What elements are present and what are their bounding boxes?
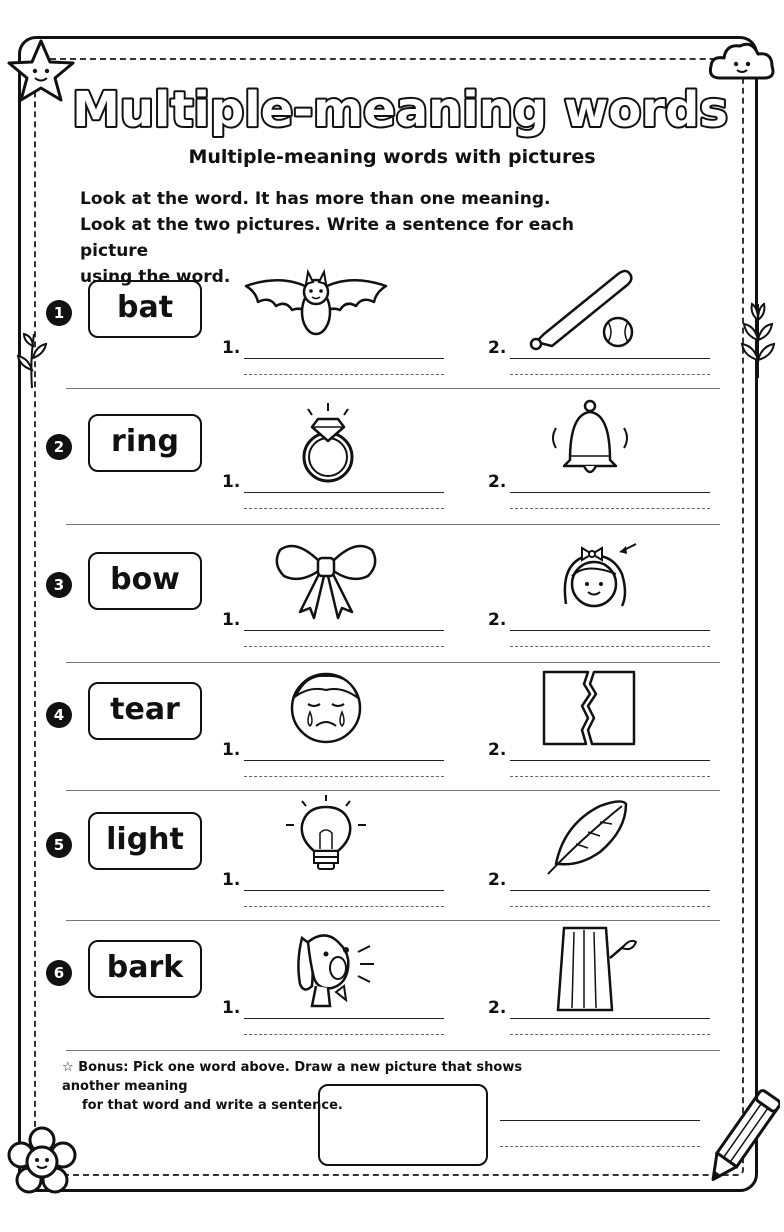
item-number: 5 — [46, 832, 72, 858]
row-divider — [66, 388, 720, 389]
answer-label: 2. — [488, 740, 507, 760]
row-divider — [66, 662, 720, 663]
item-number: 1 — [46, 300, 72, 326]
ringing-bell-icon — [530, 396, 650, 486]
row-divider — [66, 790, 720, 791]
word-box: light — [88, 812, 202, 870]
star-outline-icon: ☆ — [62, 1060, 79, 1075]
guide-line — [244, 776, 444, 777]
word-row — [46, 940, 722, 1072]
write-line[interactable] — [244, 1018, 444, 1019]
write-line[interactable] — [244, 358, 444, 359]
diamond-ring-icon — [268, 392, 388, 488]
answer-label: 2. — [488, 998, 507, 1018]
page-subtitle: Multiple-meaning words with pictures — [188, 146, 596, 168]
write-line[interactable] — [510, 630, 710, 631]
write-line[interactable] — [510, 492, 710, 493]
leaf-sprig-icon — [738, 300, 778, 380]
guide-line — [510, 646, 710, 647]
light-bulb-icon — [266, 790, 386, 886]
guide-line — [510, 906, 710, 907]
page-title — [70, 70, 730, 150]
guide-line — [244, 508, 444, 509]
answer-label: 2. — [488, 338, 507, 358]
answer-label: 1. — [222, 740, 241, 760]
smiling-flower-icon — [6, 1126, 78, 1198]
leaf-sprig-icon — [14, 330, 50, 390]
row-divider — [66, 1050, 720, 1051]
word-box: ring — [88, 414, 202, 472]
bonus-text-2: for that word and write a sentence. — [82, 1098, 343, 1113]
ribbon-bow-icon — [266, 534, 386, 624]
svg-text:Multiple-meaning words: Multiple-meaning words — [72, 82, 728, 138]
item-number: 2 — [46, 434, 72, 460]
smiling-star-icon — [6, 38, 76, 104]
bat-animal-icon — [236, 262, 396, 352]
tree-trunk-icon — [536, 922, 656, 1012]
item-number: 4 — [46, 702, 72, 728]
write-line[interactable] — [244, 890, 444, 891]
instruction-line: Look at the word. It has more than one meaning. — [80, 189, 551, 209]
pencil-icon — [700, 1086, 780, 1196]
write-line[interactable] — [244, 760, 444, 761]
guide-line — [244, 646, 444, 647]
write-line[interactable] — [510, 890, 710, 891]
answer-label: 1. — [222, 472, 241, 492]
torn-paper-icon — [530, 664, 650, 754]
answer-label: 1. — [222, 998, 241, 1018]
guide-line — [500, 1146, 700, 1147]
write-line[interactable] — [500, 1120, 700, 1121]
girl-with-bow-icon — [536, 534, 656, 624]
write-line[interactable] — [510, 760, 710, 761]
guide-line — [244, 906, 444, 907]
row-divider — [66, 524, 720, 525]
guide-line — [244, 374, 444, 375]
word-row — [46, 414, 722, 546]
row-divider — [66, 920, 720, 921]
drawing-box[interactable] — [318, 1084, 488, 1166]
guide-line — [244, 1034, 444, 1035]
item-number: 3 — [46, 572, 72, 598]
write-line[interactable] — [244, 630, 444, 631]
answer-label: 1. — [222, 338, 241, 358]
barking-dog-icon — [266, 922, 386, 1012]
instruction-line: Look at the two pictures. Write a sentence for each picture — [80, 215, 574, 261]
bonus-text: Bonus: Pick one word above. Draw a new picture that shows another meaning — [62, 1060, 523, 1094]
baseball-bat-icon — [522, 262, 642, 352]
word-box: bark — [88, 940, 202, 998]
instruction-line: using the word. — [80, 267, 231, 287]
answer-label: 2. — [488, 472, 507, 492]
word-box: tear — [88, 682, 202, 740]
word-box: bat — [88, 280, 202, 338]
answer-label: 1. — [222, 610, 241, 630]
feather-icon — [530, 794, 650, 884]
answer-label: 2. — [488, 870, 507, 890]
write-line[interactable] — [510, 1018, 710, 1019]
write-line[interactable] — [510, 358, 710, 359]
guide-line — [510, 776, 710, 777]
guide-line — [510, 374, 710, 375]
answer-label: 1. — [222, 870, 241, 890]
answer-label: 2. — [488, 610, 507, 630]
write-line[interactable] — [244, 492, 444, 493]
guide-line — [510, 508, 710, 509]
item-number: 6 — [46, 960, 72, 986]
word-box: bow — [88, 552, 202, 610]
crying-face-icon — [266, 664, 386, 754]
guide-line — [510, 1034, 710, 1035]
